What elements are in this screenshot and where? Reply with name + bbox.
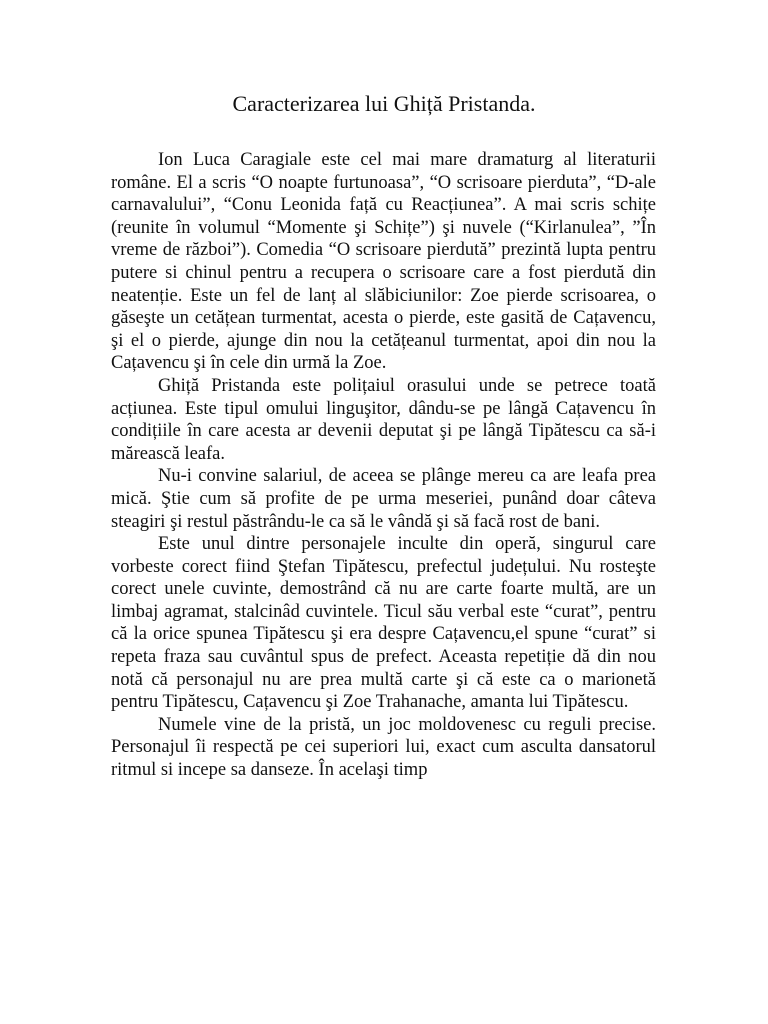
paragraph-name-origin: Numele vine de la pristă, un joc moldovenesc cu reguli precise. Personajul îi respectă pe cei superiori lui, exact cum asculta dansatorul ritmul si incepe sa danseze. În acelaşi timp [111,714,656,781]
paragraph-language: Este unul dintre personajele inculte din operă, singurul care vorbeste corect fiind Ştefan Tipătescu, prefectul județului. Nu rosteşte corect unele cuvinte, demostrând că nu are carte foarte multă, are un limbaj agramat, stalcinâd cuvintele. Ticul său verbal este “curat”, pentru că la orice spunea Tipătescu şi era despre Cațavencu,el spune “curat” si repeta fraza sau cuvântul spus de prefect. Aceasta repetiție dă din nou notă că personajul nu are prea multă carte şi că este ca o marionetă pentru Tipătescu, Cațavencu şi Zoe Trahanache, amanta lui Tipătescu. [111,534,656,713]
document-body [111,149,656,782]
paragraph-pristanda-role: Ghiță Pristanda este polițaiul orasului unde se petrece toată acțiunea. Este tipul omului linguşitor, dându-se pe lângă Cațavencu în condițiile în care acesta ar devenii deputat şi pe lângă Tipătescu ca să-i mărească leafa. [111,375,656,464]
paragraph-salary: Nu-i convine salariul, de aceea se plânge mereu ca are leafa prea mică. Ştie cum să profite de pe urma meseriei, punând doar câteva steagiri şi restul păstrându-le ca să le vândă şi să facă rost de bani. [111,466,656,532]
paragraph-intro: Ion Luca Caragiale este cel mai mare dramaturg al literaturii române. El a scris “O noapte furtunoasa”, “O scrisoare pierduta”, “D-ale carnavalului”, “Conu Leonida față cu Reacțiunea”. A mai scris schițe (reunite în volumul “Momente şi Schițe”) şi nuvele (“Kirlanulea”, ”În vreme de război”). Comedia “O scrisoare pierdută” prezintă lupta pentru putere si chinul pentru a recupera o scrisoare care a fost pierdută din neatenție. Este un fel de lanț al slăbiciunilor: Zoe pierde scrisoarea, o găseşte un cetățean turmentat, acesta o pierde, este gasită de Cațavencu, şi el o pierde, ajunge din nou la cetățeanul turmentat, apoi din nou la Cațavencu şi în cele din urmă la Zoe. [111,150,656,374]
document-title: Caracterizarea lui Ghiță Pristanda. [232,91,536,116]
